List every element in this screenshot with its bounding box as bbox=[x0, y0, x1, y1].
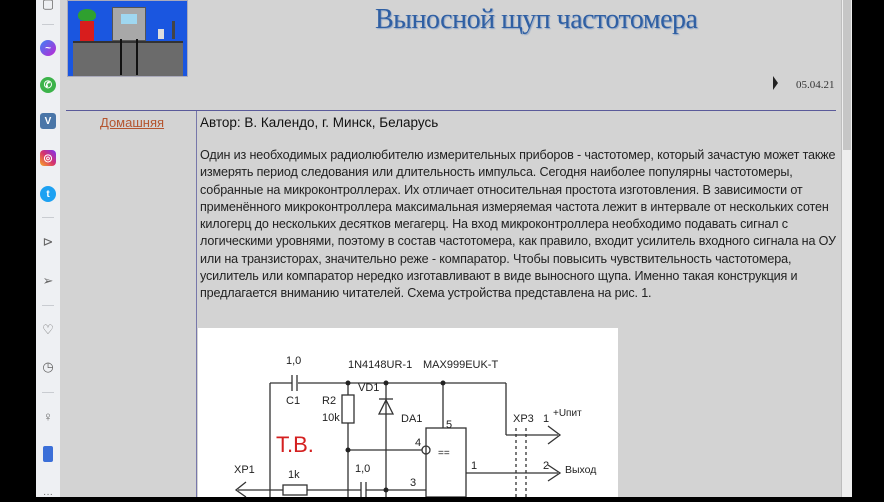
pin4-label: 4 bbox=[415, 437, 422, 449]
pin5-label: 5 bbox=[446, 419, 453, 431]
whatsapp-icon[interactable]: ✆ bbox=[40, 77, 56, 93]
logo-cable bbox=[136, 39, 138, 75]
xp3-label: XP3 bbox=[513, 413, 534, 425]
article-paragraph: Один из необходимых радиолюбителю измерительных приборов - частотомер, который зачастую может также измерять период следования или длительность импульса. Сегодня наиболее популярны частотомеры, собранные на микроконтроллерах. Их отличает относительная простота изготовления. В зависимости от применённого микроконтроллера максимальная измеряемая частота лежит в интервале от нескольких сотен килогерц до нескольких десятков мегагерц. На вход микроконтроллера необходимо подавать сигнал с логическими уровнями, поэтому в состав частотомера, как правило, входит усилитель входного сигнала на ОУ или на транзисторах, значительно реже - компаратор. Чтобы повысить чувствительность частотомера, усилитель или компаратор нередко изготавливают в виде выносного щупа. Именно такая конструкция и предлагается вниманию читателей. Схема устройства представлена на рис. 1. bbox=[200, 148, 836, 301]
mouse-cursor-icon bbox=[773, 76, 778, 90]
da1-label: DA1 bbox=[401, 413, 423, 425]
c1-value: 1,0 bbox=[286, 355, 302, 367]
comparator-symbol: == bbox=[438, 448, 450, 459]
c2-value: 1,0 bbox=[355, 463, 371, 475]
logo-pens bbox=[172, 21, 175, 39]
article-author: Автор: В. Календо, г. Минск, Беларусь bbox=[200, 115, 439, 130]
circuit-schematic-figure bbox=[198, 328, 618, 497]
logo-desk bbox=[73, 41, 183, 77]
r1-value: 1k bbox=[288, 469, 300, 481]
r2-label: R2 bbox=[322, 395, 337, 407]
output-label: Выход bbox=[565, 464, 597, 476]
history-clock-icon[interactable]: ◷ bbox=[42, 359, 54, 374]
more-icon[interactable]: ··· bbox=[43, 488, 53, 500]
scrollbar-thumb[interactable] bbox=[843, 0, 851, 150]
pin3-label: 3 bbox=[410, 477, 417, 489]
twitter-icon[interactable]: t bbox=[40, 186, 56, 202]
vk-icon[interactable]: V bbox=[40, 113, 56, 129]
xp3-pin1: 1 bbox=[543, 413, 550, 425]
site-logo-image bbox=[67, 0, 188, 77]
pin1-label: 1 bbox=[471, 460, 478, 472]
logo-plant bbox=[78, 9, 96, 21]
logo-cup bbox=[158, 29, 164, 39]
player-icon[interactable]: ⊳ bbox=[42, 234, 54, 249]
r2-value: 10k bbox=[322, 412, 340, 424]
sidebar-separator bbox=[42, 392, 54, 393]
logo-pot bbox=[80, 21, 94, 41]
page-scrollbar[interactable] bbox=[841, 0, 852, 497]
xp1-label: XP1 bbox=[234, 464, 255, 476]
extension-icon[interactable] bbox=[43, 446, 53, 462]
column-divider bbox=[196, 111, 197, 497]
logo-monitor bbox=[112, 7, 146, 41]
page-date: 05.04.21 bbox=[796, 79, 835, 91]
supply-label: +Uпит bbox=[553, 408, 582, 419]
sidebar-separator bbox=[42, 305, 54, 306]
instagram-icon[interactable]: ◎ bbox=[40, 150, 56, 166]
header-divider bbox=[66, 110, 836, 111]
vd1-label: VD1 bbox=[358, 382, 380, 394]
send-icon[interactable]: ➢ bbox=[42, 273, 54, 288]
browser-sidebar bbox=[36, 0, 60, 500]
sidebar-separator bbox=[42, 217, 54, 218]
tb-label: Т.В. bbox=[276, 432, 314, 457]
xp3-pin2: 2 bbox=[543, 460, 550, 472]
sidebar-separator bbox=[42, 24, 54, 25]
screen-border-right bbox=[852, 0, 884, 497]
sidebar-square-icon[interactable]: ▢ bbox=[41, 0, 55, 11]
screen-border-left bbox=[0, 0, 36, 497]
c1-label: C1 bbox=[286, 395, 301, 407]
heart-icon[interactable]: ♡ bbox=[42, 322, 54, 337]
lightbulb-icon[interactable]: ♀ bbox=[43, 408, 53, 424]
logo-cable bbox=[120, 39, 122, 75]
home-link[interactable]: Домашняя bbox=[100, 115, 165, 130]
web-page bbox=[60, 0, 841, 497]
messenger-icon[interactable]: ~ bbox=[40, 40, 56, 56]
ic-part-number: MAX999EUK-T bbox=[423, 359, 499, 371]
diode-part-number: 1N4148UR-1 bbox=[348, 359, 413, 371]
page-title: Выносной щуп частотомера bbox=[375, 4, 698, 35]
